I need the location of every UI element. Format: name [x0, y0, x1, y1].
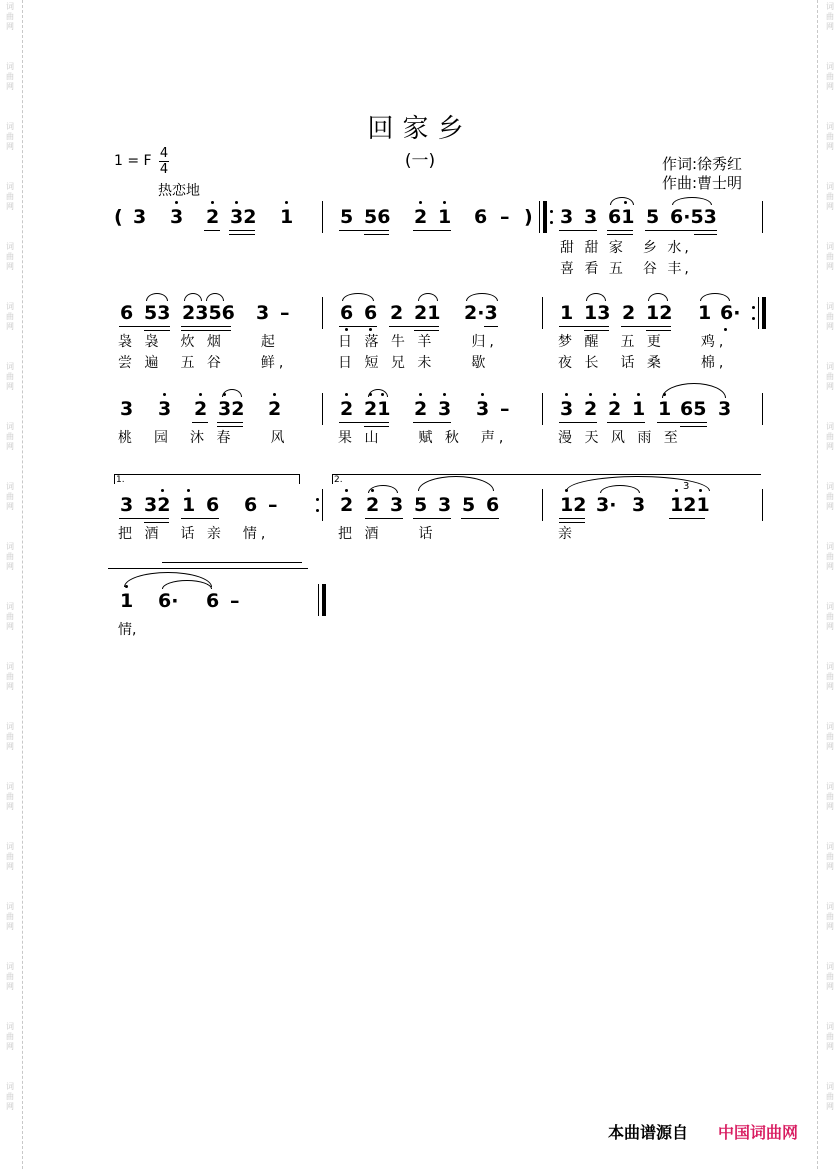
note: 2·3 — [464, 302, 498, 324]
watermark-text: 词 曲 网 — [6, 182, 14, 211]
watermark-text: 词 曲 网 — [826, 722, 834, 751]
watermark-text: 词 曲 网 — [826, 302, 834, 331]
note: – — [500, 206, 510, 228]
note: 21 — [364, 398, 391, 420]
volta-1-bracket — [114, 474, 300, 484]
note: 3 — [133, 206, 147, 228]
watermark-text: 词 曲 网 — [6, 122, 14, 151]
note: 1 — [438, 206, 452, 228]
watermark-text: 词 曲 网 — [6, 1022, 14, 1051]
left-margin — [0, 0, 23, 1169]
watermark-text: 词 曲 网 — [6, 242, 14, 271]
note: 2 — [414, 398, 428, 420]
lyrics-verse-1: 袅 袅 炊 烟 起 — [118, 334, 279, 350]
note: 5 — [646, 206, 660, 228]
time-numerator: 4 — [159, 146, 169, 161]
watermark-text: 词 曲 网 — [6, 482, 14, 511]
note: 12 — [646, 302, 673, 324]
watermark-text: 词 曲 网 — [6, 542, 14, 571]
note: 6 — [244, 494, 258, 516]
note: 2356 — [182, 302, 235, 324]
note: 5 — [462, 494, 476, 516]
note: 2 — [390, 302, 404, 324]
note: 21 — [414, 302, 441, 324]
note: 3· — [596, 494, 617, 516]
note: 65 — [680, 398, 707, 420]
composer: 作曲:曹士明 — [662, 174, 743, 192]
lyrics-line: 漫 天 风 雨 至 — [558, 430, 682, 446]
note: 1 — [560, 302, 574, 324]
watermark-text: 词 曲 网 — [826, 782, 834, 811]
note: 6 — [206, 590, 220, 612]
note: 1 — [280, 206, 294, 228]
watermark-text: 词 曲 网 — [6, 1082, 14, 1111]
note: 3 — [632, 494, 646, 516]
watermark-text: 词 曲 网 — [6, 302, 14, 331]
note: – — [230, 590, 240, 612]
note: 5 — [340, 206, 354, 228]
note: 6· — [158, 590, 179, 612]
note: 3 — [390, 494, 404, 516]
lyrics-line: 桃 园 沐 春 风 — [118, 430, 289, 446]
note: 1 — [120, 590, 134, 612]
song-subtitle: (一) — [404, 151, 436, 171]
watermark-text: 词 曲 网 — [826, 902, 834, 931]
watermark-text: 词 曲 网 — [6, 422, 14, 451]
footer-site-link[interactable]: 中国词曲网 — [718, 1123, 799, 1142]
note: 2 — [584, 398, 598, 420]
note: 3 — [256, 302, 270, 324]
watermark-text: 词 曲 网 — [826, 362, 834, 391]
lyrics-line: 把 酒 话 — [338, 526, 437, 542]
watermark-text: 词 曲 网 — [6, 2, 14, 31]
lyrics-verse-1: 日 落 牛 羊 归, — [338, 334, 498, 350]
watermark-text: 词 曲 网 — [826, 842, 834, 871]
note: 3 — [560, 398, 574, 420]
note: 56 — [364, 206, 391, 228]
note: 53 — [144, 302, 171, 324]
note: 6·53 — [670, 206, 717, 228]
watermark-text: 词 曲 网 — [6, 602, 14, 631]
lyrics-verse-2: 尝 遍 五 谷 鲜, — [118, 355, 288, 371]
volta-2-number: 2. — [334, 475, 343, 485]
note: 3 — [718, 398, 732, 420]
watermark-text: 词 曲 网 — [6, 362, 14, 391]
right-margin — [817, 0, 840, 1169]
note: 6 — [486, 494, 500, 516]
note: 32 — [218, 398, 245, 420]
note: 3 — [120, 398, 134, 420]
note: 2 — [414, 206, 428, 228]
watermark-text: 词 曲 网 — [826, 542, 834, 571]
note: 3 — [584, 206, 598, 228]
lyrics-verse-2: 日 短 兄 未 歇 — [338, 355, 490, 371]
lyrics-verse-2: 夜 长 话 桑 棉, — [558, 355, 728, 371]
note: 3 — [438, 494, 452, 516]
watermark-text: 词 曲 网 — [826, 482, 834, 511]
watermark-text: 词 曲 网 — [826, 242, 834, 271]
watermark-text: 词 曲 网 — [826, 962, 834, 991]
lyrics-line: 果 山 赋 秋 声, — [338, 430, 508, 446]
note: 2 — [194, 398, 208, 420]
lyrics-line: 亲 — [558, 526, 572, 542]
time-denominator: 4 — [159, 162, 169, 177]
footer-source-label: 本曲谱源自 — [608, 1123, 689, 1142]
note: 6· — [720, 302, 741, 324]
note: 2 — [622, 302, 636, 324]
note: 2 — [366, 494, 380, 516]
watermark-text: 词 曲 网 — [6, 782, 14, 811]
song-title: 回家乡 — [367, 114, 473, 144]
note: ( — [114, 206, 123, 228]
lyrics-verse-2: 喜 看 五 谷 丰, — [560, 261, 692, 277]
triplet-mark: 3 — [683, 481, 690, 492]
note: 121 — [670, 494, 710, 516]
note: 1 — [698, 302, 712, 324]
note: 3 — [476, 398, 490, 420]
note: 2 — [268, 398, 282, 420]
watermark-text: 词 曲 网 — [826, 602, 834, 631]
note: 6 — [474, 206, 488, 228]
note: 1 — [658, 398, 672, 420]
watermark-text: 词 曲 网 — [826, 422, 834, 451]
note: 1 — [182, 494, 196, 516]
note: – — [280, 302, 290, 324]
watermark-text: 词 曲 网 — [826, 122, 834, 151]
note: 13 — [584, 302, 611, 324]
note: 32 — [144, 494, 171, 516]
note: 3 — [120, 494, 134, 516]
note: 3 — [158, 398, 172, 420]
watermark-text: 词 曲 网 — [6, 902, 14, 931]
lyrics-line: 把 酒 话 亲 情, — [118, 526, 270, 542]
note: 6 — [120, 302, 134, 324]
time-signature — [158, 146, 170, 177]
note: 32 — [230, 206, 257, 228]
note: 2 — [206, 206, 220, 228]
note: 3 — [170, 206, 184, 228]
tempo-marking: 热恋地 — [158, 183, 200, 199]
note: 2 — [340, 398, 354, 420]
watermark-text: 词 曲 网 — [6, 662, 14, 691]
note: 6 — [364, 302, 378, 324]
watermark-text: 词 曲 网 — [6, 962, 14, 991]
lyrics-line: 情, — [118, 622, 137, 638]
watermark-text: 词 曲 网 — [826, 2, 834, 31]
note: 3 — [560, 206, 574, 228]
note: – — [268, 494, 278, 516]
lyrics-verse-1: 甜 甜 家 乡 水, — [560, 240, 692, 256]
lyrics-verse-1: 梦 醒 五 更 鸡, — [558, 334, 728, 350]
watermark-text: 词 曲 网 — [826, 1022, 834, 1051]
note: 3 — [438, 398, 452, 420]
note: ) — [524, 206, 533, 228]
watermark-text: 词 曲 网 — [6, 722, 14, 751]
note: 61 — [608, 206, 635, 228]
key-signature: 1 = F — [114, 153, 152, 169]
note: 6 — [340, 302, 354, 324]
watermark-text: 词 曲 网 — [826, 1082, 834, 1111]
watermark-text: 词 曲 网 — [826, 182, 834, 211]
lyricist: 作词:徐秀红 — [662, 155, 743, 173]
watermark-text: 词 曲 网 — [826, 62, 834, 91]
note: 12 — [560, 494, 587, 516]
note: 2 — [340, 494, 354, 516]
note: – — [500, 398, 510, 420]
watermark-text: 词 曲 网 — [826, 662, 834, 691]
note: 2 — [608, 398, 622, 420]
note: 5 — [414, 494, 428, 516]
note: 1 — [632, 398, 646, 420]
watermark-text: 词 曲 网 — [6, 62, 14, 91]
watermark-text: 词 曲 网 — [6, 842, 14, 871]
volta-1-number: 1. — [116, 475, 125, 485]
note: 6 — [206, 494, 220, 516]
